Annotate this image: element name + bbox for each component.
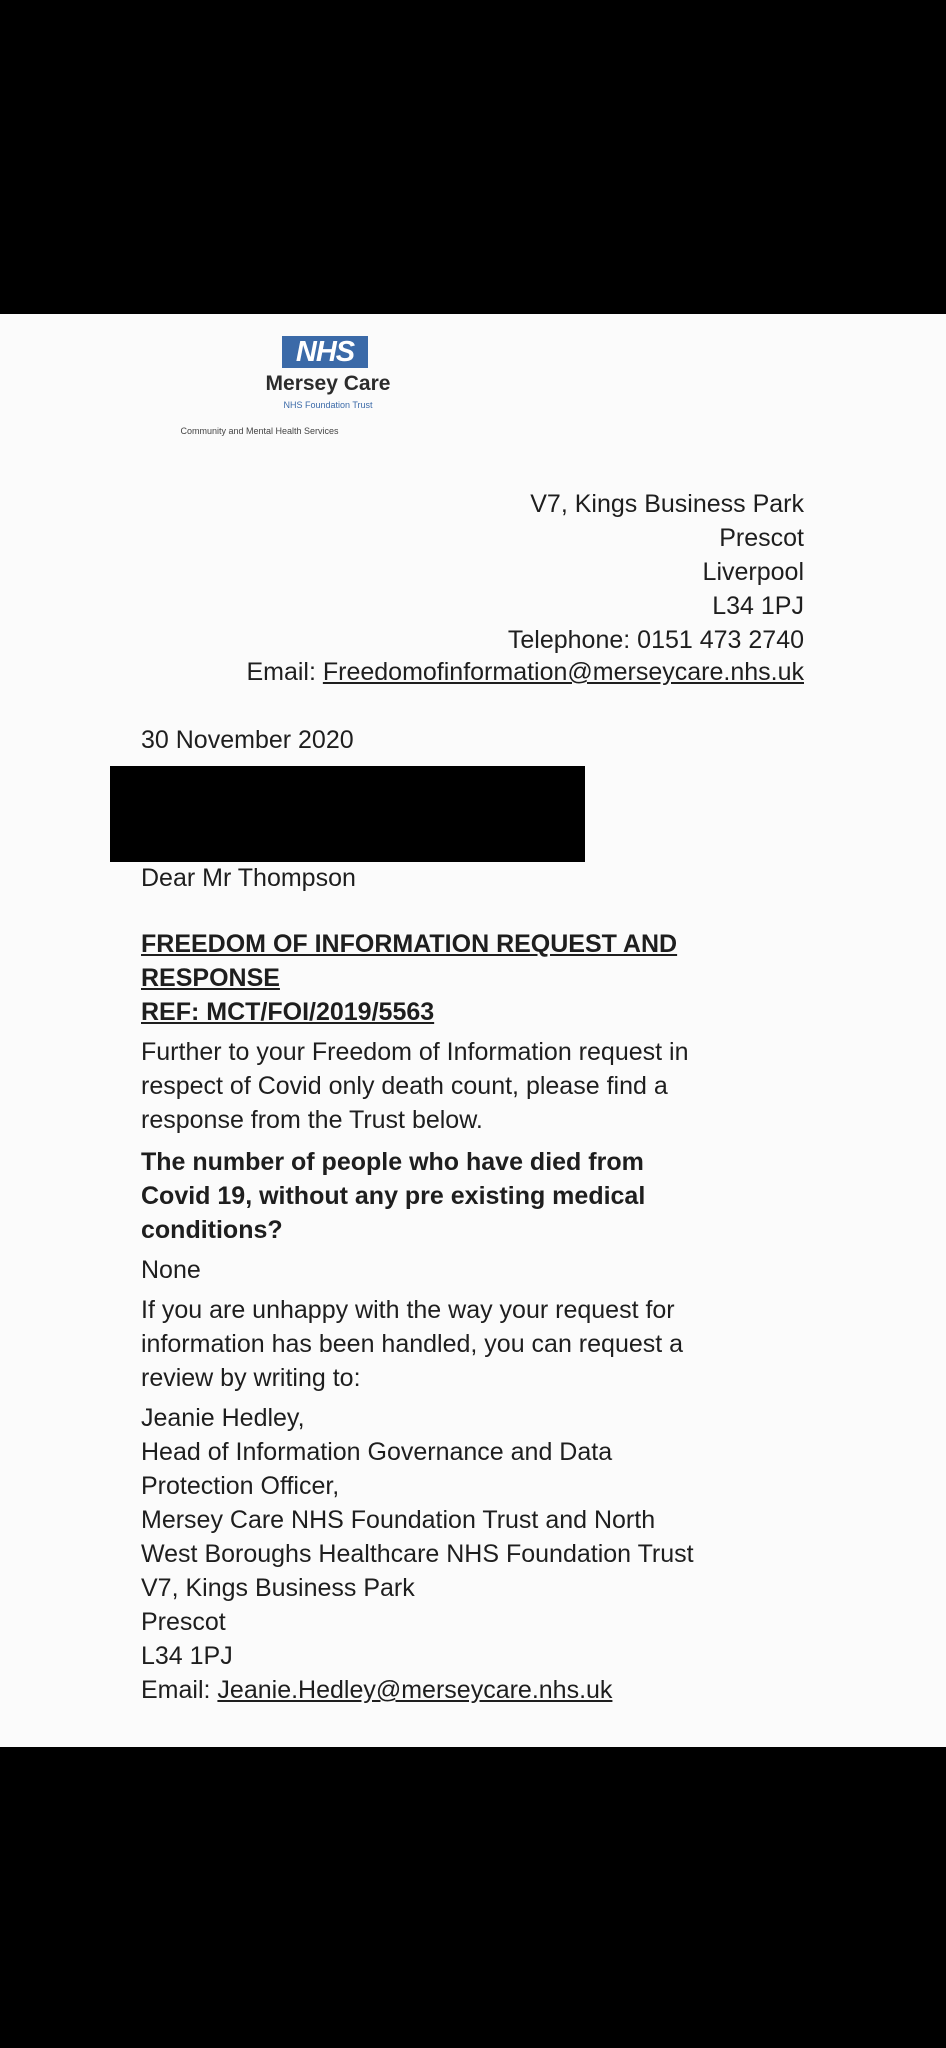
contact-title: Protection Officer,: [141, 1472, 340, 1500]
contact-address: Prescot: [141, 1608, 226, 1636]
intro-paragraph: [141, 1035, 821, 1137]
contact-org: West Boroughs Healthcare NHS Foundation Trust: [141, 1540, 694, 1568]
answer: None: [141, 1256, 201, 1284]
question-line: conditions?: [141, 1216, 283, 1244]
review-line: If you are unhappy with the way your request for: [141, 1296, 675, 1324]
review-contact: [141, 1401, 821, 1707]
nhs-logo: NHS: [282, 336, 368, 368]
org-subtitle: NHS Foundation Trust: [283, 400, 373, 410]
address-line: Prescot: [719, 524, 804, 552]
contact-email-line: [141, 1673, 821, 1707]
review-line: review by writing to:: [141, 1364, 361, 1392]
sender-email-line: [246, 658, 804, 687]
contact-address: V7, Kings Business Park: [141, 1574, 415, 1602]
question-line: The number of people who have died from: [141, 1148, 644, 1176]
review-paragraph: [141, 1293, 821, 1395]
contact-title: Head of Information Governance and Data: [141, 1438, 613, 1466]
heading-line: RESPONSE: [141, 964, 280, 992]
letter-body: [141, 927, 821, 1707]
address-line: L34 1PJ: [712, 592, 804, 620]
review-line: information has been handled, you can request a: [141, 1330, 684, 1358]
salutation: Dear Mr Thompson: [141, 864, 356, 892]
email-label: Email:: [141, 1676, 211, 1704]
question-line: Covid 19, without any pre existing medical: [141, 1182, 646, 1210]
contact-address: L34 1PJ: [141, 1642, 233, 1670]
telephone: Telephone: 0151 473 2740: [507, 626, 804, 654]
reference: REF: MCT/FOI/2019/5563: [141, 998, 435, 1026]
letter-date: 30 November 2020: [141, 726, 354, 754]
heading-line: FREEDOM OF INFORMATION REQUEST AND: [141, 930, 678, 958]
org-services: Community and Mental Health Services: [180, 426, 339, 436]
question: [141, 1145, 821, 1247]
intro-line: Further to your Freedom of Information request in: [141, 1038, 689, 1066]
intro-line: respect of Covid only death count, please find a: [141, 1072, 668, 1100]
contact-org: Mersey Care NHS Foundation Trust and North: [141, 1506, 656, 1534]
mersey-care-logo: [142, 334, 391, 436]
org-name: Mersey Care: [265, 372, 391, 395]
email-label: Email:: [246, 658, 316, 686]
foi-email-link[interactable]: Freedomofinformation@merseycare.nhs.uk: [322, 658, 804, 686]
letter-page: [0, 314, 946, 1747]
foi-heading: [141, 927, 821, 1029]
contact-email-link[interactable]: Jeanie.Hedley@merseycare.nhs.uk: [217, 1676, 613, 1704]
address-line: Liverpool: [702, 558, 804, 586]
address-line: V7, Kings Business Park: [530, 490, 804, 518]
sender-address: [508, 487, 804, 657]
redacted-block: [110, 766, 585, 862]
contact-name: Jeanie Hedley,: [141, 1404, 305, 1432]
intro-line: response from the Trust below.: [141, 1106, 483, 1134]
